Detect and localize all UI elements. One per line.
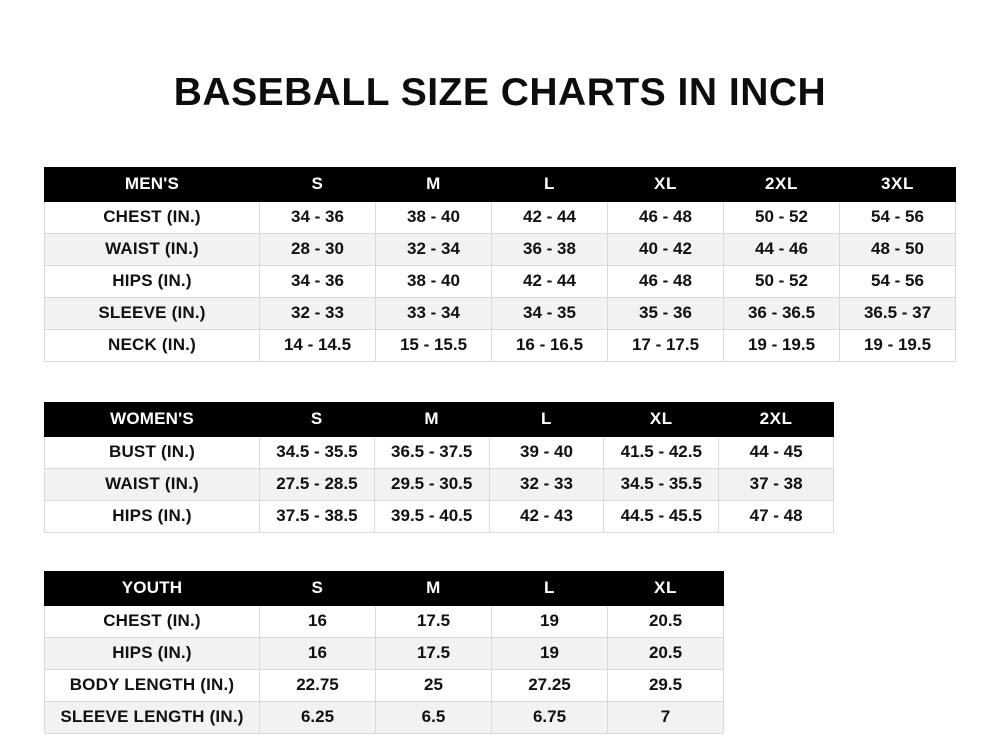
table-spacer	[44, 533, 956, 571]
youth-chest-m: 17.5	[376, 605, 492, 637]
mens-row-label-neck: NECK (IN.)	[45, 329, 260, 361]
youth-body-length-l: 27.25	[492, 669, 608, 701]
womens-hips-xl: 44.5 - 45.5	[604, 500, 719, 532]
mens-waist-xl: 40 - 42	[608, 233, 724, 265]
mens-neck-2xl: 19 - 19.5	[724, 329, 840, 361]
womens-table-head	[45, 402, 834, 436]
womens-hips-l: 42 - 43	[489, 500, 604, 532]
table-row	[45, 265, 956, 297]
mens-waist-2xl: 44 - 46	[724, 233, 840, 265]
womens-row-label-hips: HIPS (IN.)	[45, 500, 260, 532]
mens-chest-3xl: 54 - 56	[840, 201, 956, 233]
mens-header-l: L	[492, 167, 608, 201]
mens-hips-m: 38 - 40	[376, 265, 492, 297]
mens-chest-m: 38 - 40	[376, 201, 492, 233]
mens-header-xl: XL	[608, 167, 724, 201]
youth-row-label-sleeve-length: SLEEVE LENGTH (IN.)	[45, 701, 260, 733]
youth-row-label-hips: HIPS (IN.)	[45, 637, 260, 669]
mens-chest-l: 42 - 44	[492, 201, 608, 233]
youth-header-xl: XL	[608, 571, 724, 605]
womens-waist-s: 27.5 - 28.5	[260, 468, 375, 500]
mens-sleeve-m: 33 - 34	[376, 297, 492, 329]
youth-hips-l: 19	[492, 637, 608, 669]
womens-hips-m: 39.5 - 40.5	[374, 500, 489, 532]
table-row	[45, 436, 834, 468]
mens-row-label-hips: HIPS (IN.)	[45, 265, 260, 297]
youth-hips-xl: 20.5	[608, 637, 724, 669]
mens-hips-l: 42 - 44	[492, 265, 608, 297]
womens-waist-m: 29.5 - 30.5	[374, 468, 489, 500]
table-row	[45, 233, 956, 265]
womens-hips-s: 37.5 - 38.5	[260, 500, 375, 532]
womens-header-s: S	[260, 402, 375, 436]
mens-waist-s: 28 - 30	[260, 233, 376, 265]
mens-header-2xl: 2XL	[724, 167, 840, 201]
mens-neck-3xl: 19 - 19.5	[840, 329, 956, 361]
table-row	[45, 500, 834, 532]
youth-header-l: L	[492, 571, 608, 605]
table-header-row	[45, 167, 956, 201]
mens-header-s: S	[260, 167, 376, 201]
mens-row-label-waist: WAIST (IN.)	[45, 233, 260, 265]
youth-sleeve-length-m: 6.5	[376, 701, 492, 733]
table-row	[45, 669, 724, 701]
womens-hips-2xl: 47 - 48	[719, 500, 834, 532]
womens-size-table	[44, 402, 834, 533]
youth-chest-s: 16	[260, 605, 376, 637]
table-row	[45, 701, 724, 733]
womens-bust-2xl: 44 - 45	[719, 436, 834, 468]
womens-waist-2xl: 37 - 38	[719, 468, 834, 500]
youth-hips-s: 16	[260, 637, 376, 669]
table-header-row	[45, 402, 834, 436]
womens-bust-s: 34.5 - 35.5	[260, 436, 375, 468]
mens-neck-xl: 17 - 17.5	[608, 329, 724, 361]
page-title: BASEBALL SIZE CHARTS IN INCH	[173, 71, 827, 114]
table-spacer	[44, 362, 956, 402]
womens-header-category: WOMEN'S	[45, 402, 260, 436]
table-row	[45, 297, 956, 329]
mens-header-category: MEN'S	[45, 167, 260, 201]
youth-row-label-chest: CHEST (IN.)	[45, 605, 260, 637]
mens-waist-3xl: 48 - 50	[840, 233, 956, 265]
mens-waist-l: 36 - 38	[492, 233, 608, 265]
womens-header-l: L	[489, 402, 604, 436]
youth-header-m: M	[376, 571, 492, 605]
table-row	[45, 637, 724, 669]
womens-bust-l: 39 - 40	[489, 436, 604, 468]
mens-chest-xl: 46 - 48	[608, 201, 724, 233]
youth-header-s: S	[260, 571, 376, 605]
mens-table-body	[45, 201, 956, 361]
mens-sleeve-l: 34 - 35	[492, 297, 608, 329]
youth-table-body	[45, 605, 724, 733]
mens-chest-2xl: 50 - 52	[724, 201, 840, 233]
mens-waist-m: 32 - 34	[376, 233, 492, 265]
mens-chest-s: 34 - 36	[260, 201, 376, 233]
mens-header-3xl: 3XL	[840, 167, 956, 201]
womens-header-m: M	[374, 402, 489, 436]
size-tables-container	[0, 167, 1000, 734]
womens-header-2xl: 2XL	[719, 402, 834, 436]
mens-hips-2xl: 50 - 52	[724, 265, 840, 297]
womens-row-label-waist: WAIST (IN.)	[45, 468, 260, 500]
womens-header-xl: XL	[604, 402, 719, 436]
youth-hips-m: 17.5	[376, 637, 492, 669]
youth-chest-l: 19	[492, 605, 608, 637]
mens-hips-xl: 46 - 48	[608, 265, 724, 297]
table-row	[45, 329, 956, 361]
womens-bust-xl: 41.5 - 42.5	[604, 436, 719, 468]
mens-neck-l: 16 - 16.5	[492, 329, 608, 361]
womens-row-label-bust: BUST (IN.)	[45, 436, 260, 468]
mens-hips-3xl: 54 - 56	[840, 265, 956, 297]
mens-row-label-sleeve: SLEEVE (IN.)	[45, 297, 260, 329]
mens-size-table	[44, 167, 956, 362]
youth-chest-xl: 20.5	[608, 605, 724, 637]
womens-table-body	[45, 436, 834, 532]
mens-sleeve-3xl: 36.5 - 37	[840, 297, 956, 329]
womens-waist-l: 32 - 33	[489, 468, 604, 500]
youth-table-head	[45, 571, 724, 605]
youth-body-length-s: 22.75	[260, 669, 376, 701]
mens-neck-m: 15 - 15.5	[376, 329, 492, 361]
table-row	[45, 605, 724, 637]
table-row	[45, 468, 834, 500]
youth-size-table	[44, 571, 724, 734]
womens-waist-xl: 34.5 - 35.5	[604, 468, 719, 500]
mens-neck-s: 14 - 14.5	[260, 329, 376, 361]
mens-sleeve-s: 32 - 33	[260, 297, 376, 329]
youth-sleeve-length-l: 6.75	[492, 701, 608, 733]
mens-sleeve-xl: 35 - 36	[608, 297, 724, 329]
table-row	[45, 201, 956, 233]
youth-sleeve-length-s: 6.25	[260, 701, 376, 733]
youth-row-label-body-length: BODY LENGTH (IN.)	[45, 669, 260, 701]
mens-table-head	[45, 167, 956, 201]
youth-body-length-m: 25	[376, 669, 492, 701]
youth-sleeve-length-xl: 7	[608, 701, 724, 733]
mens-sleeve-2xl: 36 - 36.5	[724, 297, 840, 329]
youth-header-category: YOUTH	[45, 571, 260, 605]
womens-bust-m: 36.5 - 37.5	[374, 436, 489, 468]
table-header-row	[45, 571, 724, 605]
mens-hips-s: 34 - 36	[260, 265, 376, 297]
mens-row-label-chest: CHEST (IN.)	[45, 201, 260, 233]
mens-header-m: M	[376, 167, 492, 201]
youth-body-length-xl: 29.5	[608, 669, 724, 701]
